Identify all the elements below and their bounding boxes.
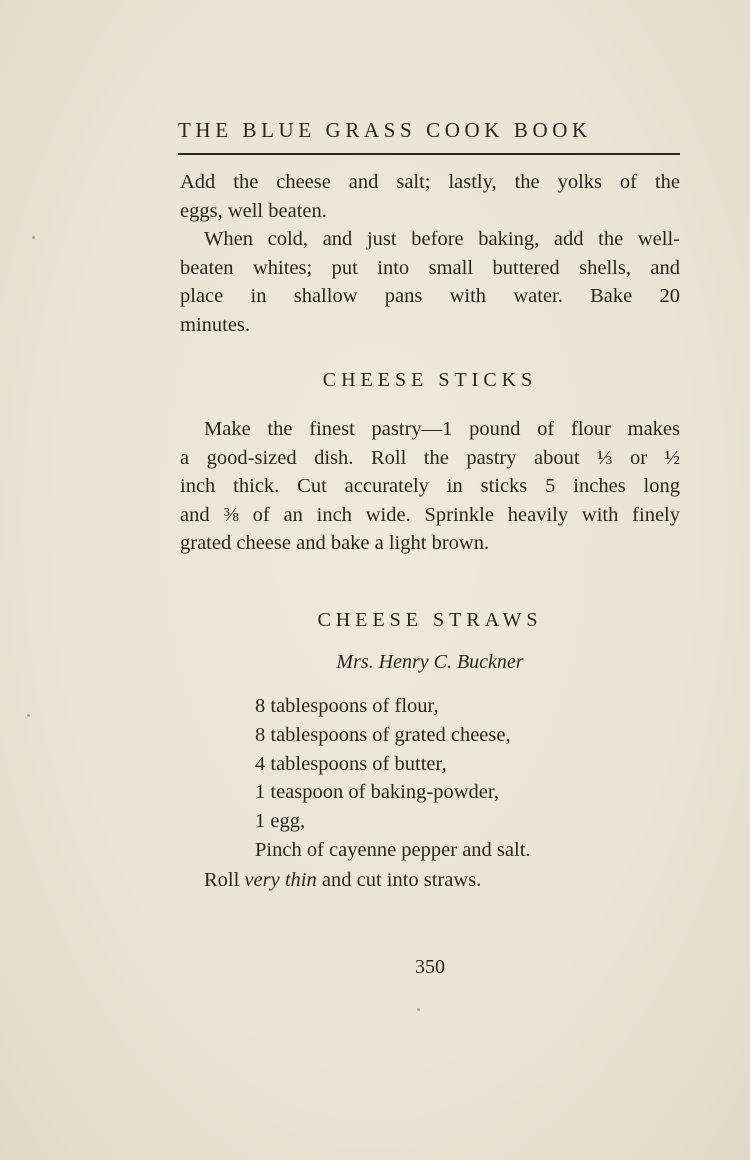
text-line: Make the finest pastry—1 pound of flour makes xyxy=(204,418,680,440)
running-head: THE BLUE GRASS COOK BOOK xyxy=(178,118,592,142)
ingredient-list xyxy=(255,692,531,865)
text-line: Add the cheese and salt; lastly, the yolks of the xyxy=(180,171,680,193)
text-line: beaten whites; put into small buttered shells, and xyxy=(180,256,680,279)
text-line: and ⅜ of an inch wide. Sprinkle heavily with finely xyxy=(180,503,680,526)
paper-speck xyxy=(27,714,30,717)
cheese-sticks-paragraph xyxy=(180,415,680,558)
paper-speck xyxy=(417,1008,420,1011)
final-emphasis: very thin xyxy=(244,869,317,891)
ingredient-item: 8 tablespoons of flour, xyxy=(255,695,439,717)
paper-speck xyxy=(32,236,35,239)
page-number: 350 xyxy=(415,956,445,978)
intro-paragraph-2 xyxy=(180,225,680,339)
ingredient-item: 1 egg, xyxy=(255,810,306,833)
text-line: eggs, well beaten. xyxy=(180,199,327,222)
ingredient-item: Pinch of cayenne pepper and salt. xyxy=(255,838,531,861)
ingredient-item: 1 teaspoon of baking-powder, xyxy=(255,781,499,804)
text-line: inch thick. Cut accurately in sticks 5 inches long xyxy=(180,475,680,498)
text-line: grated cheese and bake a light brown. xyxy=(180,532,490,555)
text-line: minutes. xyxy=(180,313,251,336)
final-suffix: and cut into straws. xyxy=(316,869,482,891)
header-rule xyxy=(178,153,680,155)
recipe-author: Mrs. Henry C. Buckner xyxy=(336,651,524,673)
recipe-title-cheese-sticks: CHEESE STICKS xyxy=(322,369,538,391)
ingredient-item: 8 tablespoons of grated cheese, xyxy=(255,723,511,746)
final-prefix: Roll xyxy=(204,869,245,891)
text-line: a good-sized dish. Roll the pastry about ⅓ or ½ xyxy=(180,446,680,469)
intro-paragraph-1 xyxy=(180,168,680,225)
recipe-title-cheese-straws: CHEESE STRAWS xyxy=(317,609,543,631)
final-instruction xyxy=(204,869,481,892)
ingredient-item: 4 tablespoons of butter, xyxy=(255,752,447,775)
text-line: When cold, and just before baking, add the well- xyxy=(204,228,680,250)
text-line: place in shallow pans with water. Bake 20 xyxy=(180,285,680,308)
